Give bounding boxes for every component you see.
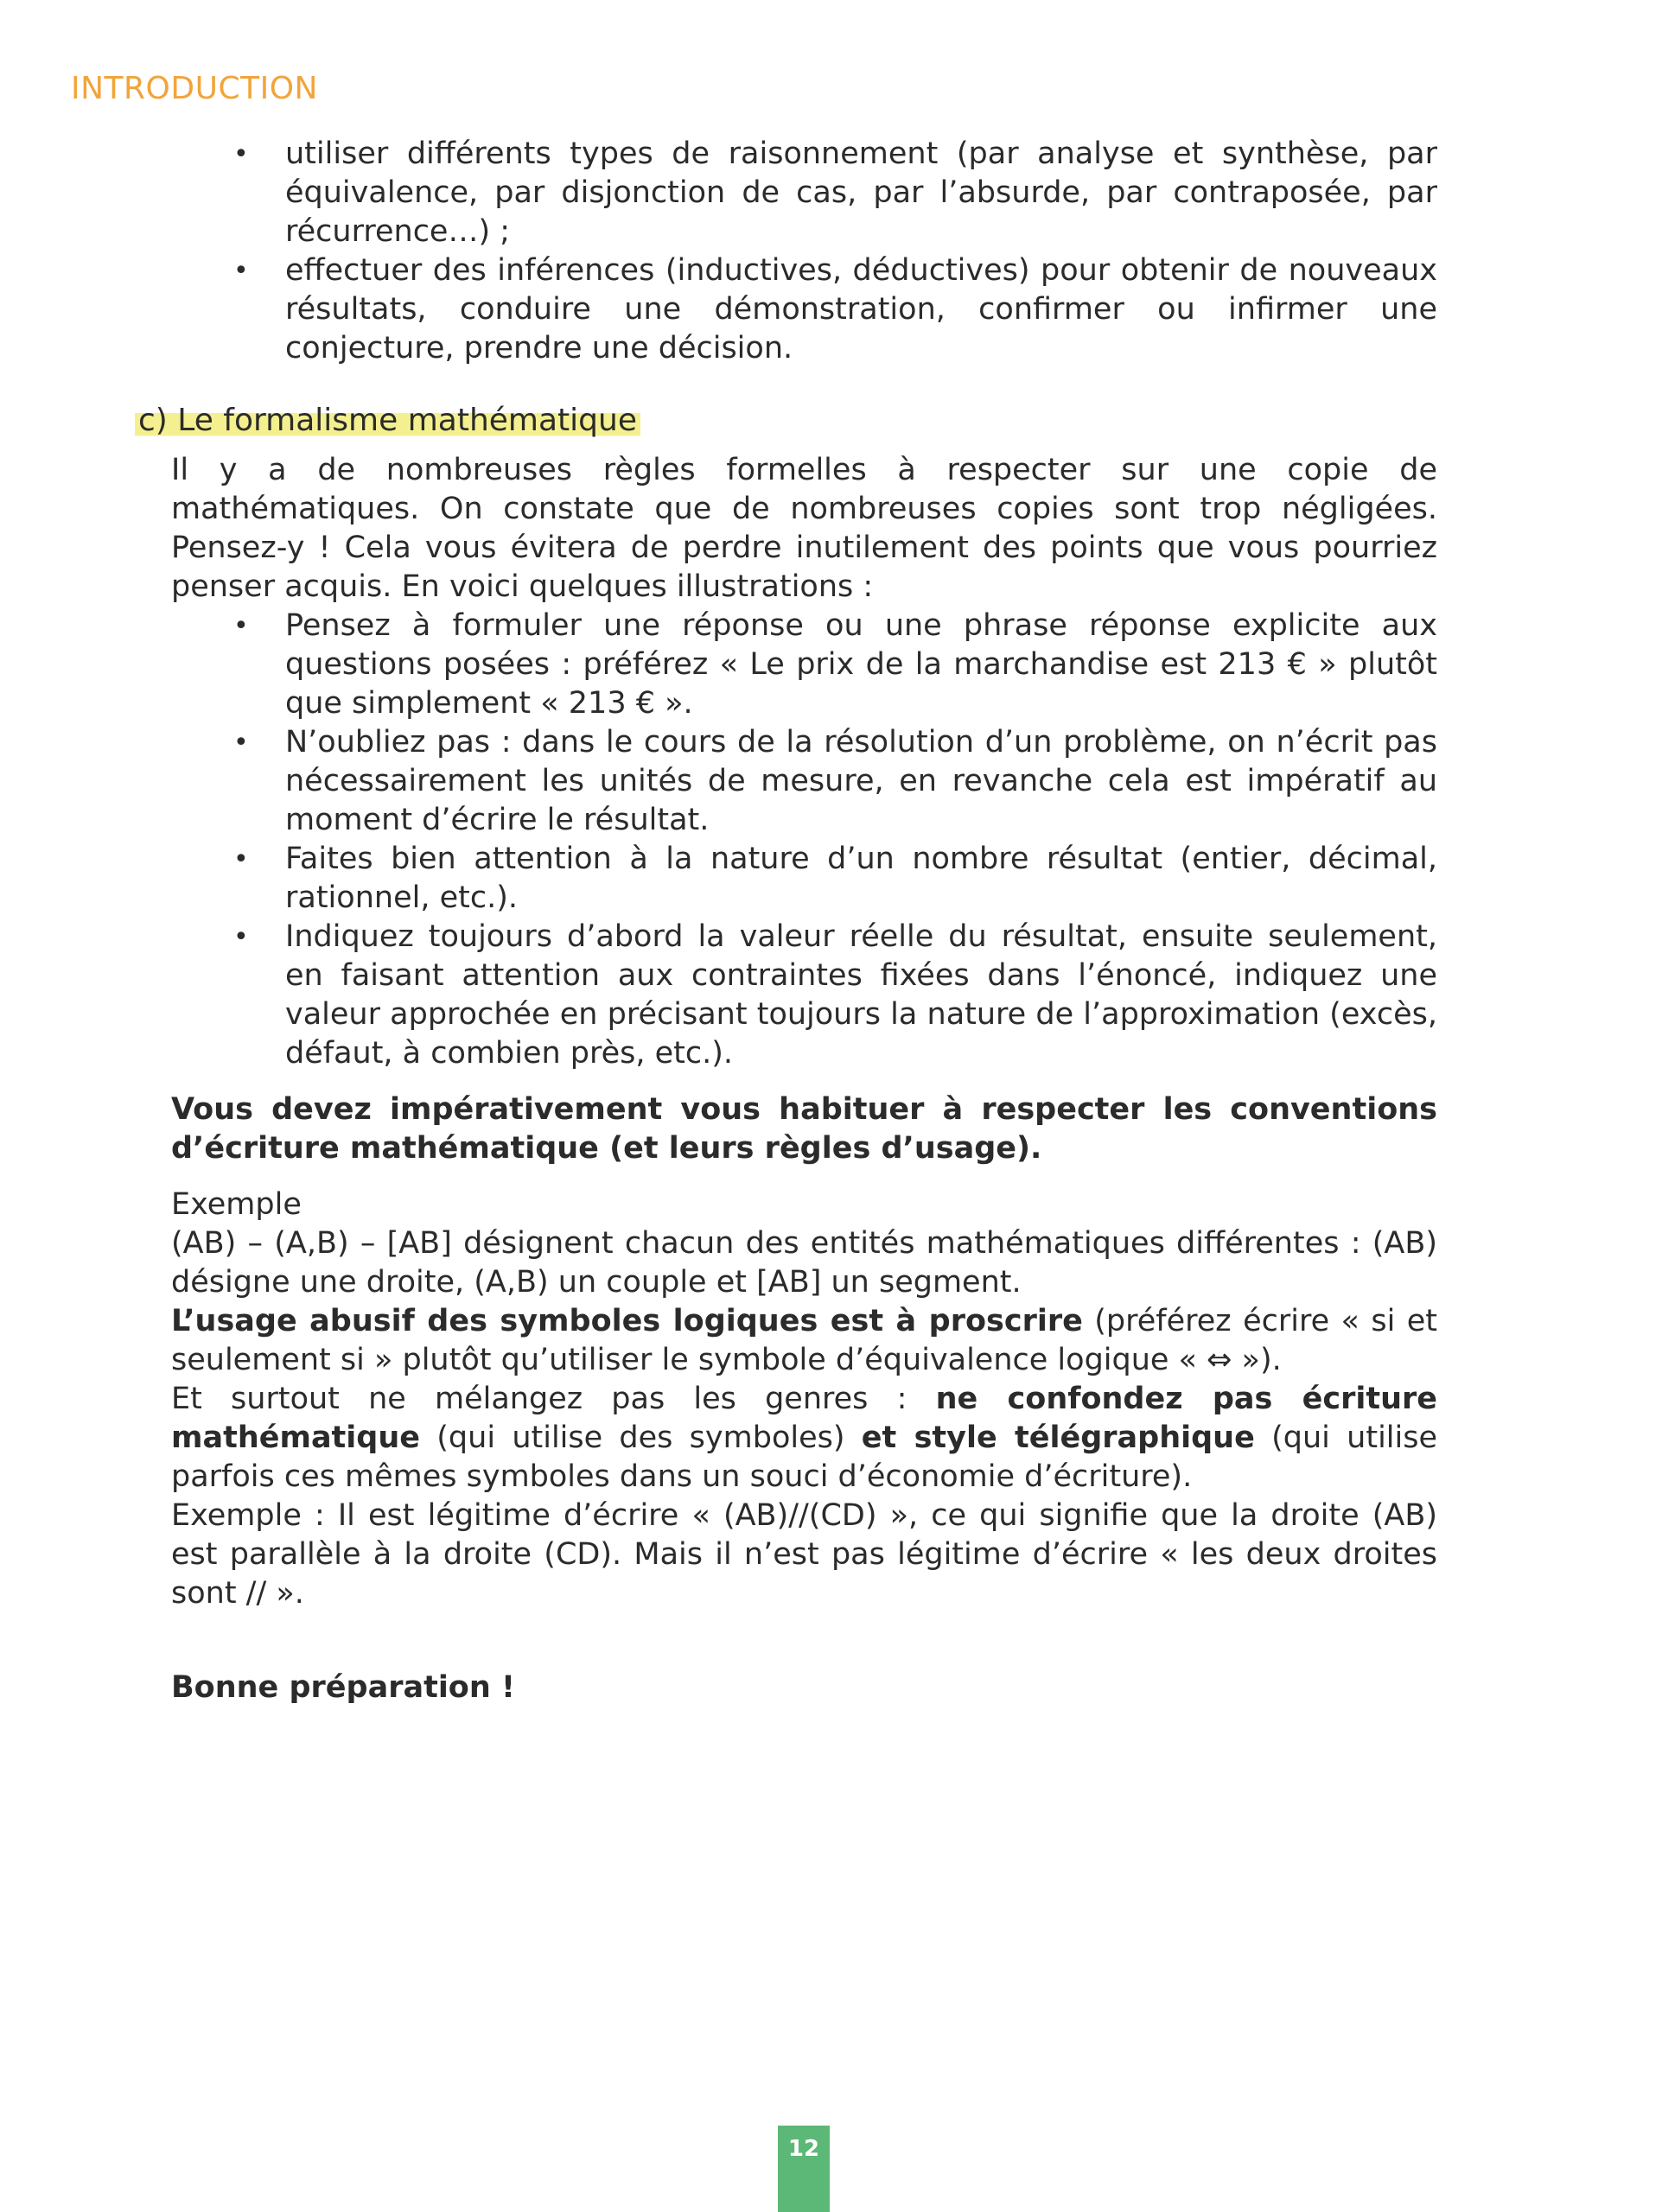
- genres-bold-2: et style télégraphique: [861, 1421, 1255, 1455]
- example2-paragraph: Exemple : Il est légitime d’écrire « (AB)//(CD) », ce qui signifie que la droite (AB) est parallèle à la droite (CD). Mais il n’est pas légitime d’écrire « les deux droites sont // ».: [171, 1498, 1437, 1611]
- bullet-text: N’oubliez pas : dans le cours de la résolution d’un problème, on n’écrit pas nécessairement les unités de mesure, en revanche cela est impératif au moment d’écrire le résultat.: [285, 725, 1437, 837]
- bullet-icon: •: [233, 256, 249, 286]
- reasoning-bullet-list: [171, 135, 1437, 368]
- genres-text-3: (qui utilise parfois ces mêmes symboles dans un souci d’économie d’écriture).: [171, 1421, 1438, 1494]
- running-head: INTRODUCTION: [71, 71, 318, 106]
- symbols-text: (préférez écrire « si et seulement si » plutôt qu’utiliser le symbole d’équivalence logique « ⇔ »).: [171, 1304, 1437, 1377]
- symbols-bold-text: L’usage abusif des symboles logiques est à proscrire: [171, 1304, 1083, 1338]
- genres-text-1: Et surtout ne mélangez pas les genres :: [171, 1382, 936, 1416]
- symbols-paragraph: [171, 1302, 1437, 1380]
- closing-line: [171, 1669, 1437, 1707]
- example-label: Exemple: [171, 1187, 302, 1222]
- conventions-statement: [171, 1090, 1437, 1168]
- example-paragraph: (AB) – (A,B) – [AB] désignent chacun des entités mathématiques différentes : (AB) désigne une droite, (A,B) un couple et [AB] un segment.: [171, 1226, 1437, 1300]
- genres-bold-1: ne confondez pas écriture mathématique: [171, 1382, 1437, 1455]
- list-item: [171, 135, 1437, 251]
- page-number-tab: 12: [778, 2126, 830, 2212]
- genres-paragraph: [171, 1380, 1437, 1497]
- closing-bold-text: Bonne préparation !: [171, 1670, 515, 1705]
- list-item: [171, 840, 1437, 918]
- bullet-icon: •: [233, 611, 249, 641]
- formal-rules-bullet-list: [171, 607, 1437, 1073]
- conventions-bold-text: Vous devez impérativement vous habituer à respecter les conventions d’écriture mathématique (et leurs règles d’usage).: [171, 1092, 1437, 1166]
- bullet-text: utiliser différents types de raisonnement (par analyse et synthèse, par équivalence, par disjonction de cas, par l’absurde, par contraposée, par récurrence…) ;: [285, 137, 1437, 249]
- bullet-icon: •: [233, 844, 249, 874]
- section-heading: c) Le formalisme mathématique: [135, 403, 640, 439]
- list-item: [171, 723, 1437, 840]
- bullet-text: Indiquez toujours d’abord la valeur réelle du résultat, ensuite seulement, en faisant attention aux contraintes fixées dans l’énoncé, indiquez une valeur approchée en précisant toujours la nature de l’approximation (excès, défaut, à combien près, etc.).: [285, 919, 1437, 1071]
- bullet-text: effectuer des inférences (inductives, déductives) pour obtenir de nouveaux résultats, conduire une démonstration, confirmer ou infirmer une conjecture, prendre une décision.: [285, 253, 1437, 365]
- page-body: [138, 135, 1438, 1707]
- bullet-text: Pensez à formuler une réponse ou une phrase réponse explicite aux questions posées : préférez « Le prix de la marchandise est 213 € » plutôt que simplement « 213 € ».: [285, 608, 1437, 721]
- bullet-text: Faites bien attention à la nature d’un nombre résultat (entier, décimal, rationnel, etc.).: [285, 842, 1437, 915]
- bullet-icon: •: [233, 139, 249, 169]
- genres-text-2: (qui utilise des symboles): [420, 1421, 862, 1455]
- list-item: [171, 607, 1437, 723]
- list-item: [171, 251, 1437, 368]
- intro-paragraph: Il y a de nombreuses règles formelles à respecter sur une copie de mathématiques. On constate que de nombreuses copies sont trop négligées. Pensez-y ! Cela vous évitera de perdre inutilement des points que vous pourriez penser acquis. En voici quelques illustrations :: [171, 453, 1437, 604]
- bullet-icon: •: [233, 728, 249, 758]
- bullet-icon: •: [233, 922, 249, 952]
- list-item: [171, 918, 1437, 1073]
